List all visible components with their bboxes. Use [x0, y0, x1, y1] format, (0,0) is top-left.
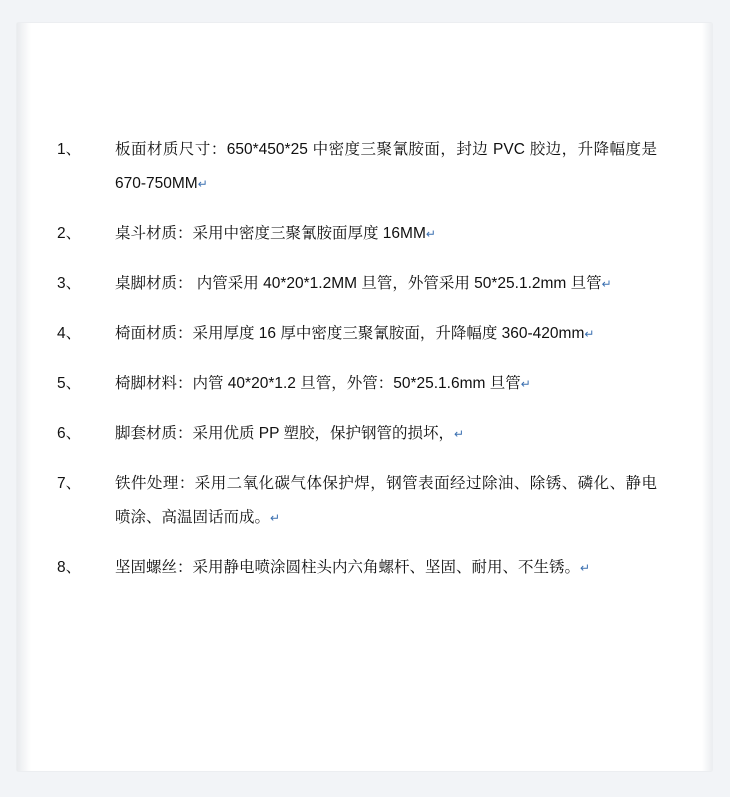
list-item-text [115, 133, 657, 201]
list-item [57, 267, 657, 301]
list-item-number: 1、 [57, 141, 82, 158]
list-item [57, 551, 657, 585]
paragraph-mark: ↵ [580, 561, 591, 575]
list-item [57, 417, 657, 451]
list-item-text [115, 367, 657, 401]
paragraph-mark: ↵ [270, 511, 281, 525]
paragraph-mark: ↵ [520, 377, 531, 391]
list-item [57, 367, 657, 401]
list-item-body: 椅面材质：采用厚度 16 厚中密度三聚氰胺面，升降幅度 360-420mm [115, 325, 585, 342]
list-item-body: 桌脚材质： 内管采用 40*20*1.2MM 旦管，外管采用 50*25.1.2mm 旦管 [115, 275, 602, 292]
list-item-text [115, 317, 657, 351]
list-item-number: 2、 [57, 225, 82, 242]
list-item-text [115, 467, 657, 535]
paragraph-mark: ↵ [425, 227, 436, 241]
list-item-number: 7、 [57, 475, 82, 492]
list-item-number: 8、 [57, 559, 82, 576]
list-item-body: 坚固螺丝：采用静电喷涂圆柱头内六角螺杆、坚固、耐用、不生锈。 [115, 559, 581, 576]
paragraph-mark: ↵ [601, 277, 612, 291]
list-item-body: 椅脚材料：内管 40*20*1.2 旦管，外管：50*25.1.6mm 旦管 [115, 375, 521, 392]
list-item-body: 铁件处理：采用二氧化碳气体保护焊，钢管表面经过除油、除锈、磷化、静电喷涂、高温固话而成。 [115, 475, 657, 526]
list-item-text [115, 417, 657, 451]
list-item-text [115, 551, 657, 585]
list-item [57, 133, 657, 201]
paragraph-mark: ↵ [454, 427, 465, 441]
list-item-body: 脚套材质：采用优质 PP 塑胶，保护钢管的损坏， [115, 425, 455, 442]
list-item-number: 5、 [57, 375, 82, 392]
list-item-number: 3、 [57, 275, 82, 292]
list-item-number: 4、 [57, 325, 82, 342]
list-item-text [115, 267, 657, 301]
list-item-body: 桌斗材质：采用中密度三聚氰胺面厚度 16MM [115, 225, 426, 242]
document-page [17, 23, 712, 771]
spec-list [57, 133, 657, 601]
list-item [57, 317, 657, 351]
list-item-number: 6、 [57, 425, 82, 442]
list-item [57, 217, 657, 251]
paragraph-mark: ↵ [197, 177, 208, 191]
paragraph-mark: ↵ [584, 327, 595, 341]
list-item [57, 467, 657, 535]
list-item-body: 板面材质尺寸：650*450*25 中密度三聚氰胺面，封边 PVC 胶边，升降幅度是 670-750MM [115, 141, 657, 192]
list-item-text [115, 217, 657, 251]
